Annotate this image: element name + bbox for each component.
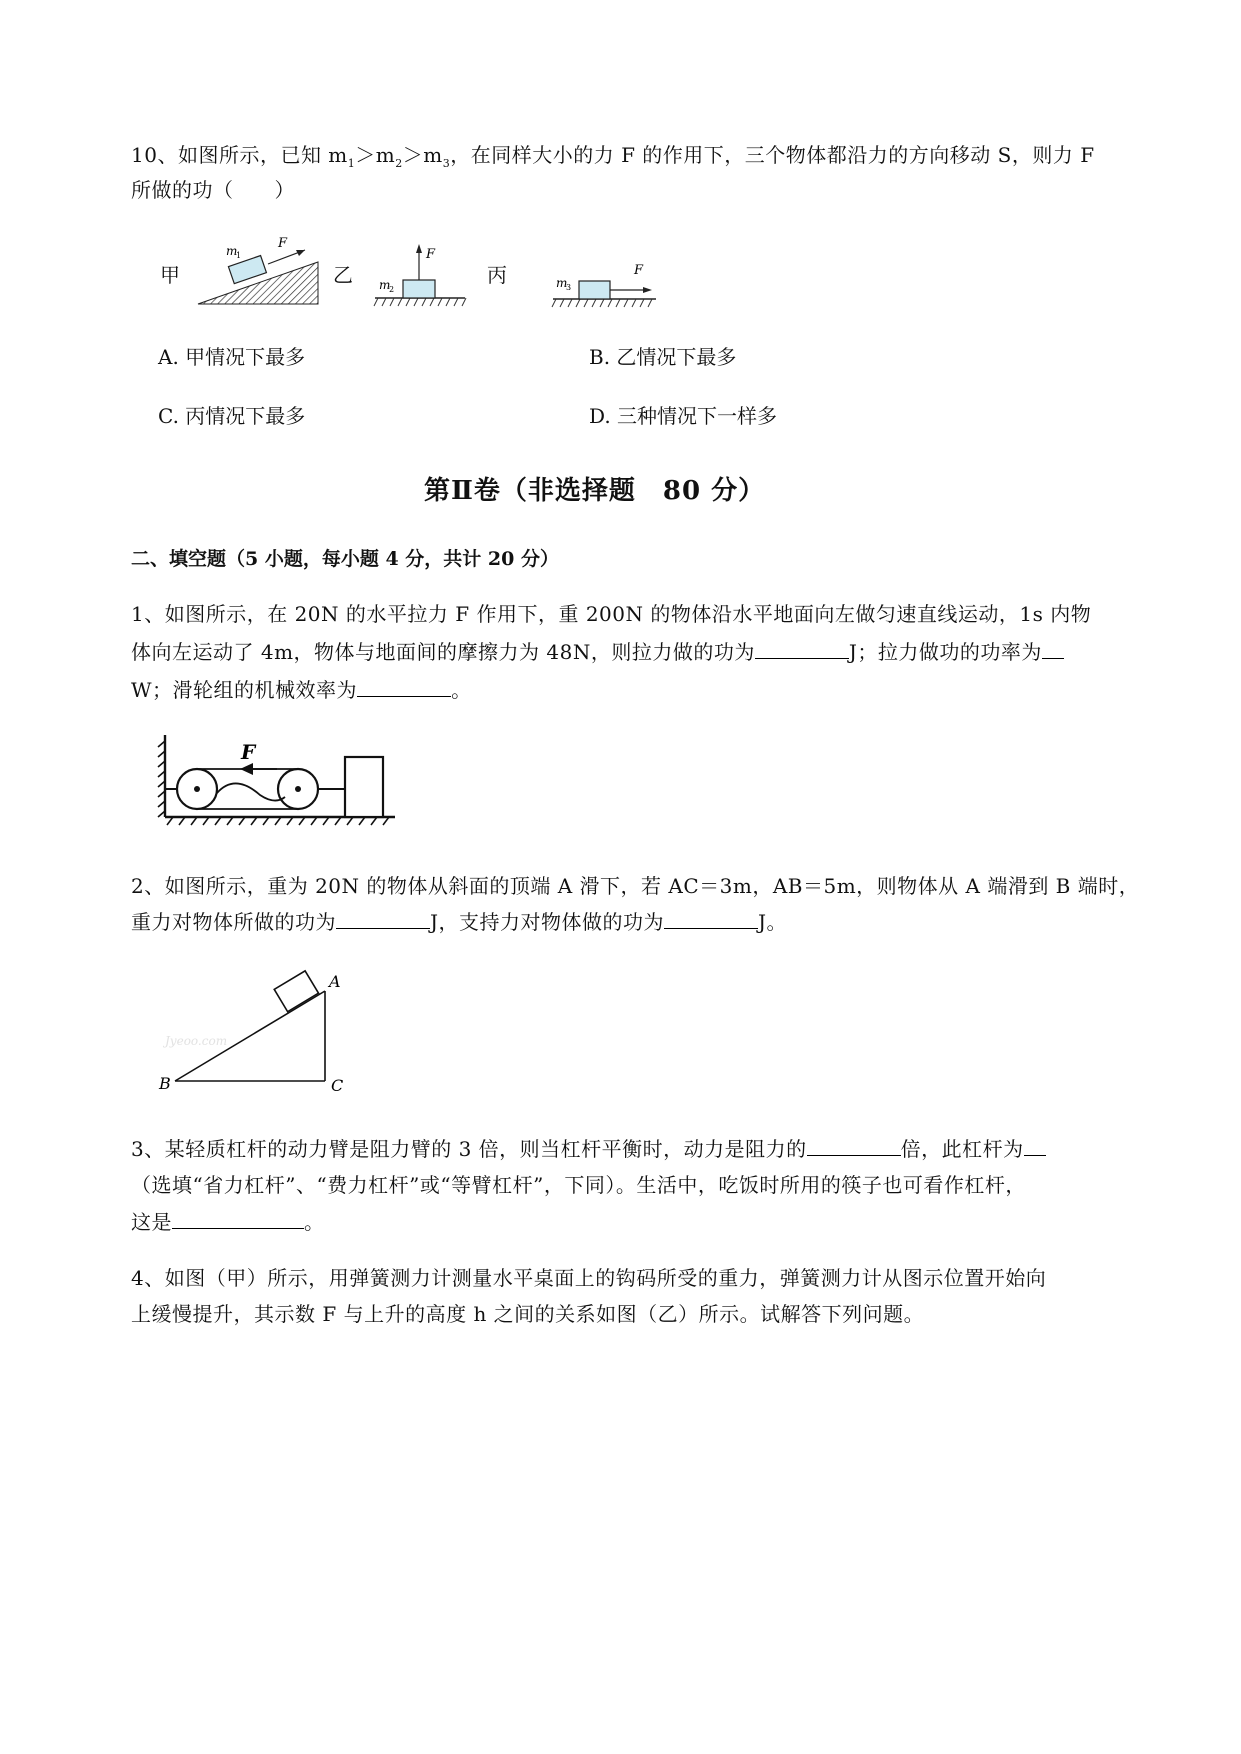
section-title: 第Ⅱ卷（非选择题 80 分） bbox=[424, 476, 766, 506]
label-f1: F bbox=[278, 236, 288, 251]
q3-blank-chopsticks[interactable] bbox=[172, 1208, 304, 1229]
fig-label-yi: 乙 bbox=[333, 263, 354, 287]
q10-line2: 所做的功（ ） bbox=[131, 178, 295, 202]
label-m1: m bbox=[226, 244, 238, 258]
q1-blank-work[interactable] bbox=[755, 638, 849, 659]
q2-text-c: J。 bbox=[758, 910, 788, 934]
pulley-figure bbox=[155, 733, 400, 828]
q2-text-a: 重力对物体所做的功为 bbox=[131, 910, 336, 934]
fill-in-heading: 二、填空题（5 小题，每小题 4 分，共计 20 分） bbox=[131, 548, 559, 570]
sliding-block bbox=[274, 971, 318, 1012]
q3-text-b: 倍，此杠杆为 bbox=[900, 1137, 1024, 1161]
label-f2: F bbox=[426, 247, 436, 262]
point-b: B bbox=[159, 1074, 171, 1093]
label-f3: F bbox=[634, 263, 644, 278]
q1-text-a: 体向左运动了 4m，物体与地面间的摩擦力为 48N，则拉力做的功为 bbox=[131, 640, 755, 664]
q10-gt2: ＞m bbox=[402, 143, 443, 167]
q10-text-a: 10、如图所示，已知 m bbox=[131, 143, 348, 167]
q3-line3 bbox=[131, 1208, 325, 1235]
q3-text-d: 。 bbox=[304, 1210, 325, 1234]
q10-sub3: 3 bbox=[442, 157, 451, 170]
q2-blank-gravity-work[interactable] bbox=[336, 908, 430, 929]
q2-line2 bbox=[131, 908, 787, 935]
label-m3-sub: 3 bbox=[566, 283, 572, 292]
block-m1 bbox=[228, 256, 266, 284]
q3-line1 bbox=[131, 1135, 1046, 1162]
point-a: A bbox=[329, 972, 341, 991]
q4-line2: 上缓慢提升，其示数 F 与上升的高度 h 之间的关系如图（乙）所示。试解答下列问题。 bbox=[131, 1302, 925, 1326]
watermark: Jyeoo.com bbox=[165, 1034, 228, 1048]
fig-label-jia: 甲 bbox=[160, 263, 181, 287]
q1-line1: 1、如图所示，在 20N 的水平拉力 F 作用下，重 200N 的物体沿水平地面向左做匀速直线运动，1s 内物 bbox=[131, 602, 1092, 626]
label-m3: m bbox=[556, 276, 568, 290]
q1-blank-power[interactable] bbox=[1042, 638, 1064, 659]
q3-blank-lever-type[interactable] bbox=[1024, 1135, 1046, 1156]
q1-text-b: J；拉力做功的功率为 bbox=[848, 640, 1042, 664]
q3-text-c: 这是 bbox=[131, 1210, 172, 1234]
q10-option-d[interactable]: D. 三种情况下一样多 bbox=[589, 404, 778, 428]
q2-text-b: J，支持力对物体做的功为 bbox=[430, 910, 665, 934]
q10-gt1: ＞m bbox=[355, 143, 396, 167]
point-c: C bbox=[331, 1076, 344, 1095]
q4-line1: 4、如图（甲）所示，用弹簧测力计测量水平桌面上的钩码所受的重力，弹簧测力计从图示位置开始向 bbox=[131, 1266, 1047, 1290]
label-m2-sub: 2 bbox=[389, 285, 395, 294]
slope-figure bbox=[155, 965, 355, 1095]
q1-blank-efficiency[interactable] bbox=[357, 676, 451, 697]
q3-blank-ratio[interactable] bbox=[807, 1135, 901, 1156]
q10-line1 bbox=[131, 142, 1095, 177]
q1-text-c: W；滑轮组的机械效率为 bbox=[131, 678, 358, 702]
q3-line2: （选填“省力杠杆”、“费力杠杆”或“等臂杠杆”，下同）。生活中，吃饭时所用的筷子也可看作杠杆， bbox=[131, 1173, 1026, 1197]
fig-label-bing: 丙 bbox=[487, 263, 508, 287]
pulled-block bbox=[345, 757, 383, 817]
q2-line1: 2、如图所示，重为 20N 的物体从斜面的顶端 A 滑下，若 AC＝3m，AB＝5m，则物体从 A 端滑到 B 端时， bbox=[131, 874, 1140, 898]
incline-figure bbox=[190, 232, 325, 307]
q10-text-b: ，在同样大小的力 F 的作用下，三个物体都沿力的方向移动 S，则力 F bbox=[450, 143, 1095, 167]
pull-figure bbox=[548, 254, 658, 309]
q10-option-c[interactable]: C. 丙情况下最多 bbox=[158, 404, 306, 428]
pulley-force-label: F bbox=[241, 740, 256, 764]
q10-sub2: 2 bbox=[395, 157, 403, 170]
q10-option-b[interactable]: B. 乙情况下最多 bbox=[589, 345, 737, 369]
block-m3 bbox=[579, 281, 610, 299]
lift-figure bbox=[370, 240, 470, 310]
q10-sub1: 1 bbox=[347, 157, 356, 170]
q1-line3 bbox=[131, 676, 472, 703]
q10-option-a[interactable]: A. 甲情况下最多 bbox=[158, 345, 306, 369]
q1-text-d: 。 bbox=[451, 678, 472, 702]
q2-blank-support-work[interactable] bbox=[664, 908, 758, 929]
q3-text-a: 3、某轻质杠杆的动力臂是阻力臂的 3 倍，则当杠杆平衡时，动力是阻力的 bbox=[131, 1137, 807, 1161]
label-m2: m bbox=[379, 278, 391, 292]
q1-line2 bbox=[131, 638, 1064, 665]
block-m2 bbox=[403, 280, 435, 298]
label-m1-sub: 1 bbox=[236, 251, 242, 260]
